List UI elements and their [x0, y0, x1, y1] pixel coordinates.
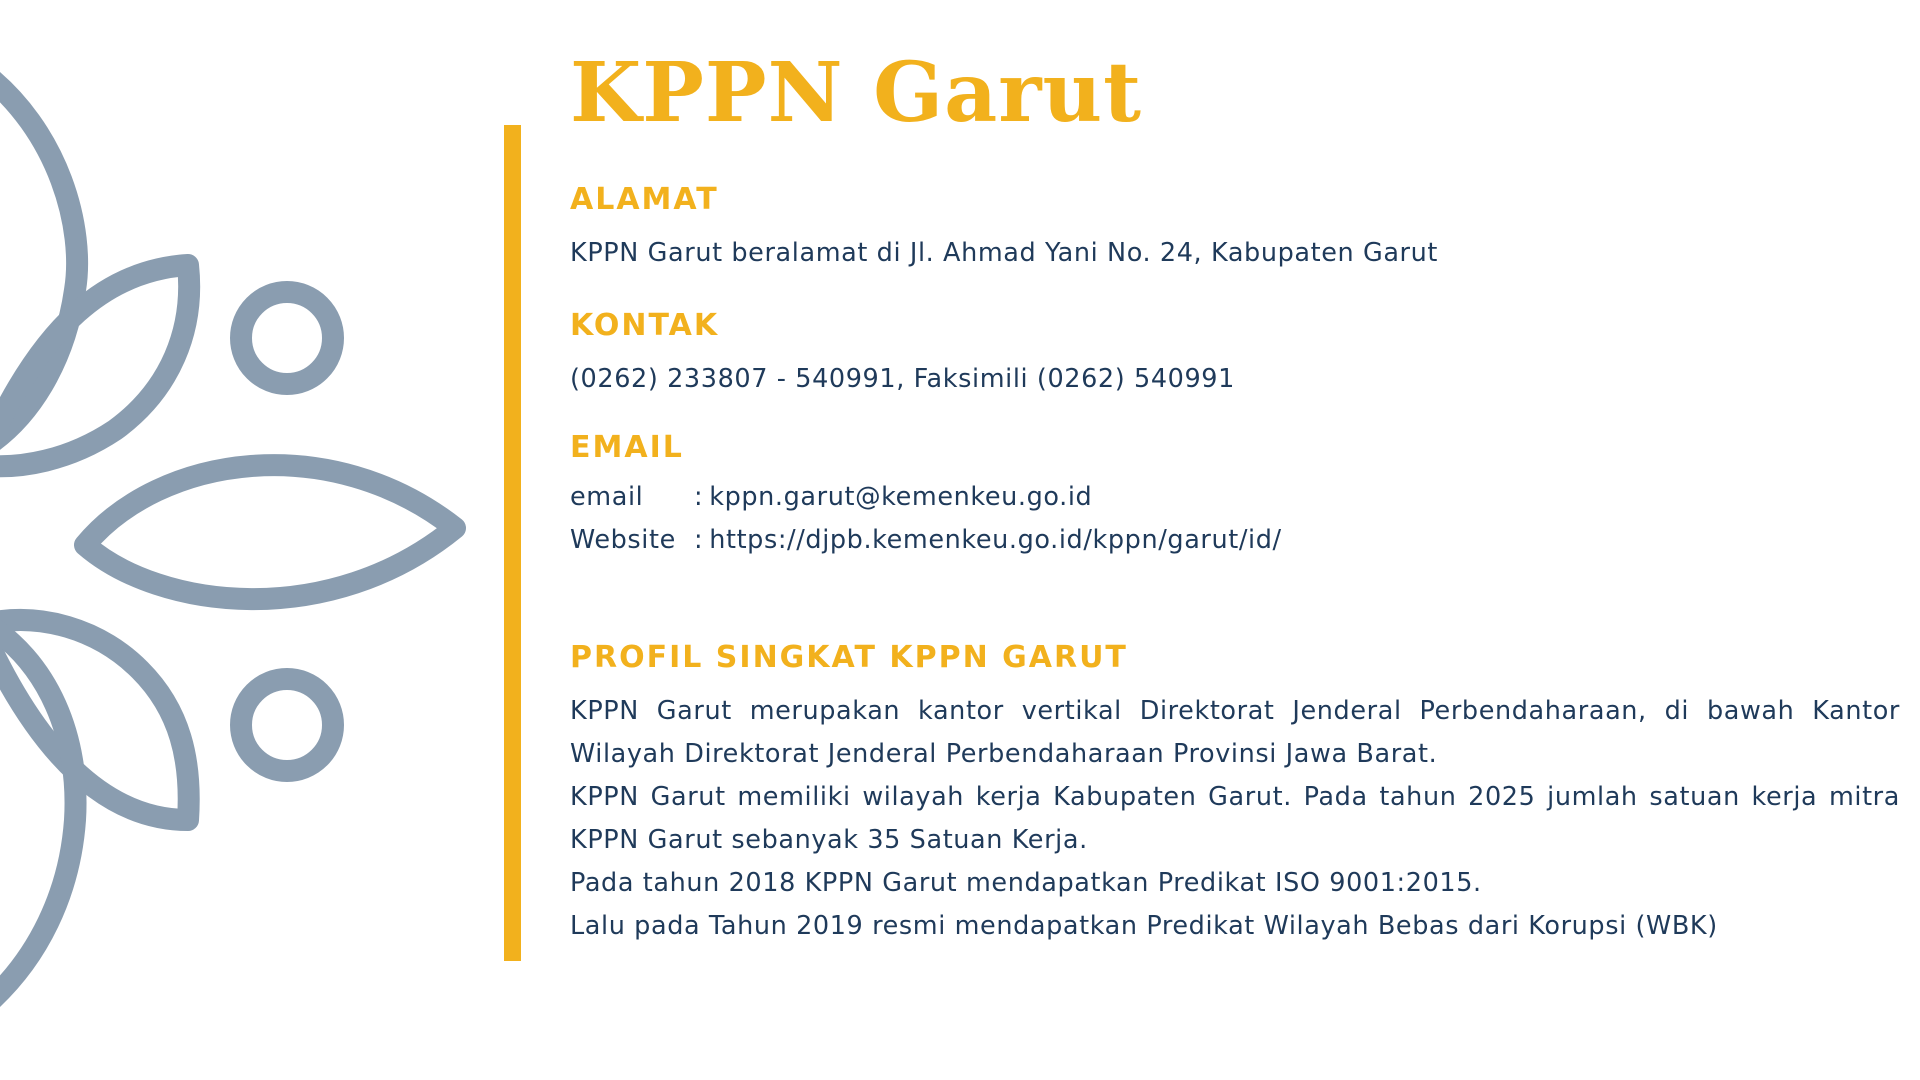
profil-section — [570, 638, 1900, 948]
circle-shape — [241, 679, 333, 771]
email-label: email — [570, 482, 644, 512]
email-section — [570, 428, 1900, 562]
kemenkeu-petal-ornament-icon — [0, 0, 480, 1080]
website-link[interactable]: https://djpb.kemenkeu.go.id/kppn/garut/id/ — [709, 525, 1282, 555]
kontak-text: (0262) 233807 - 540991, Faksimili (0262) 540991 — [570, 364, 1235, 394]
alamat-section — [570, 180, 1900, 275]
kontak-heading: KONTAK — [570, 308, 720, 343]
profil-paragraph: KPPN Garut merupakan kantor vertikal Direktorat Jenderal Perbendaharaan, di bawah Kantor Wilayah Direktorat Jenderal Perbendaharaan Provinsi Jawa Barat. — [570, 696, 1900, 769]
email-row — [570, 476, 1900, 519]
email-heading: EMAIL — [570, 430, 684, 465]
alamat-text: KPPN Garut beralamat di Jl. Ahmad Yani No. 24, Kabupaten Garut — [570, 238, 1439, 268]
profil-paragraph: Lalu pada Tahun 2019 resmi mendapatkan Predikat Wilayah Bebas dari Korupsi (WBK) — [570, 911, 1718, 941]
website-row — [570, 519, 1900, 562]
accent-bar — [504, 125, 521, 961]
alamat-heading: ALAMAT — [570, 182, 719, 217]
petal-shape — [0, 265, 189, 466]
profil-paragraph: Pada tahun 2018 KPPN Garut mendapatkan Predikat ISO 9001:2015. — [570, 868, 1482, 898]
circle-shape — [241, 292, 333, 384]
website-label: Website — [570, 525, 676, 555]
email-separator: : — [694, 482, 704, 512]
petal-shape — [85, 465, 455, 599]
website-separator: : — [694, 525, 704, 555]
profil-heading: PROFIL SINGKAT KPPN GARUT — [570, 640, 1128, 675]
profil-text — [570, 690, 1900, 948]
profil-paragraph: KPPN Garut memiliki wilayah kerja Kabupaten Garut. Pada tahun 2025 jumlah satuan kerja mitra KPPN Garut sebanyak 35 Satuan Kerja. — [570, 782, 1900, 855]
email-address-link[interactable]: kppn.garut@kemenkeu.go.id — [709, 482, 1093, 512]
kontak-section — [570, 306, 1900, 401]
content-area — [570, 38, 1900, 948]
email-details — [570, 476, 1900, 562]
page-title: KPPN Garut — [570, 45, 1142, 141]
